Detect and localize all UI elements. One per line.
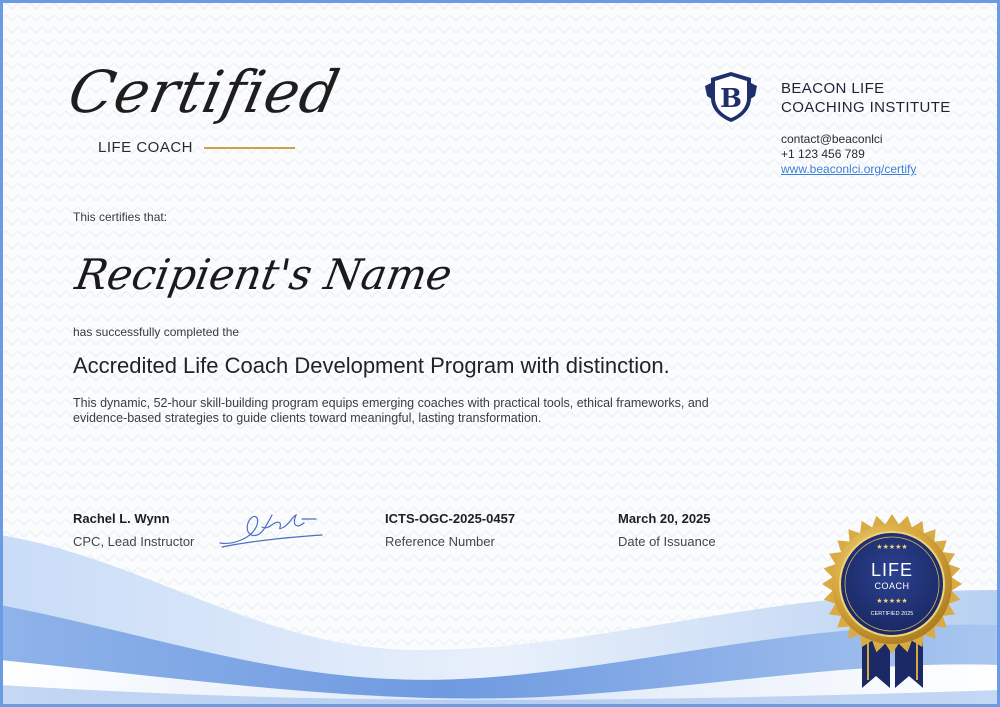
certifies-text: This certifies that: — [73, 210, 168, 224]
logo-letter: B — [720, 84, 742, 114]
seal-stars-bottom: ★★★★★ — [876, 598, 908, 605]
issue-date: March 20, 2025 — [618, 511, 711, 526]
institute-name — [781, 79, 951, 117]
institute-logo — [705, 70, 757, 124]
seal-line3: CERTIFIED 2025 — [870, 611, 914, 617]
program-description: This dynamic, 52-hour skill-building program equips emerging coaches with practical tools, ethical frameworks, and evidence-based strategies to guide clients toward meaningful, lasting transformation. — [73, 396, 709, 425]
seal-stars-top: ★★★★★ — [876, 544, 908, 551]
svg-text:★★★: ★★★ — [722, 78, 740, 84]
contact-phone: +1 123 456 789 — [781, 147, 865, 161]
instructor-block — [73, 511, 194, 549]
instructor-signature — [212, 505, 327, 550]
title-divider — [204, 147, 295, 149]
recipient-name: Recipient's Name — [71, 250, 456, 299]
reference-label: Reference Number — [385, 534, 495, 549]
contact-email: contact@beaconlci — [781, 132, 883, 146]
institute-name-line1: BEACON LIFE — [781, 80, 885, 97]
reference-number: ICTS-OGC-2025-0457 — [385, 511, 516, 526]
certification-seal — [820, 512, 965, 690]
certificate-subtitle: LIFE COACH — [98, 139, 194, 156]
reference-block — [385, 511, 515, 549]
completed-text: has successfully completed the — [73, 325, 240, 339]
website-link[interactable]: www.beaconlci.org/certify — [781, 162, 917, 176]
instructor-role: CPC, Lead Instructor — [73, 534, 195, 549]
contact-info — [781, 132, 916, 177]
issuance-block — [618, 511, 716, 549]
issue-label: Date of Issuance — [618, 534, 716, 549]
institute-name-line2: COACHING INSTITUTE — [781, 99, 951, 116]
program-title: Accredited Life Coach Development Program with distinction. — [73, 353, 670, 378]
seal-line1: LIFE — [870, 560, 914, 580]
seal-line2: COACH — [874, 581, 910, 591]
instructor-name: Rachel L. Wynn — [73, 511, 170, 526]
certificate-title: Certified — [62, 58, 346, 126]
